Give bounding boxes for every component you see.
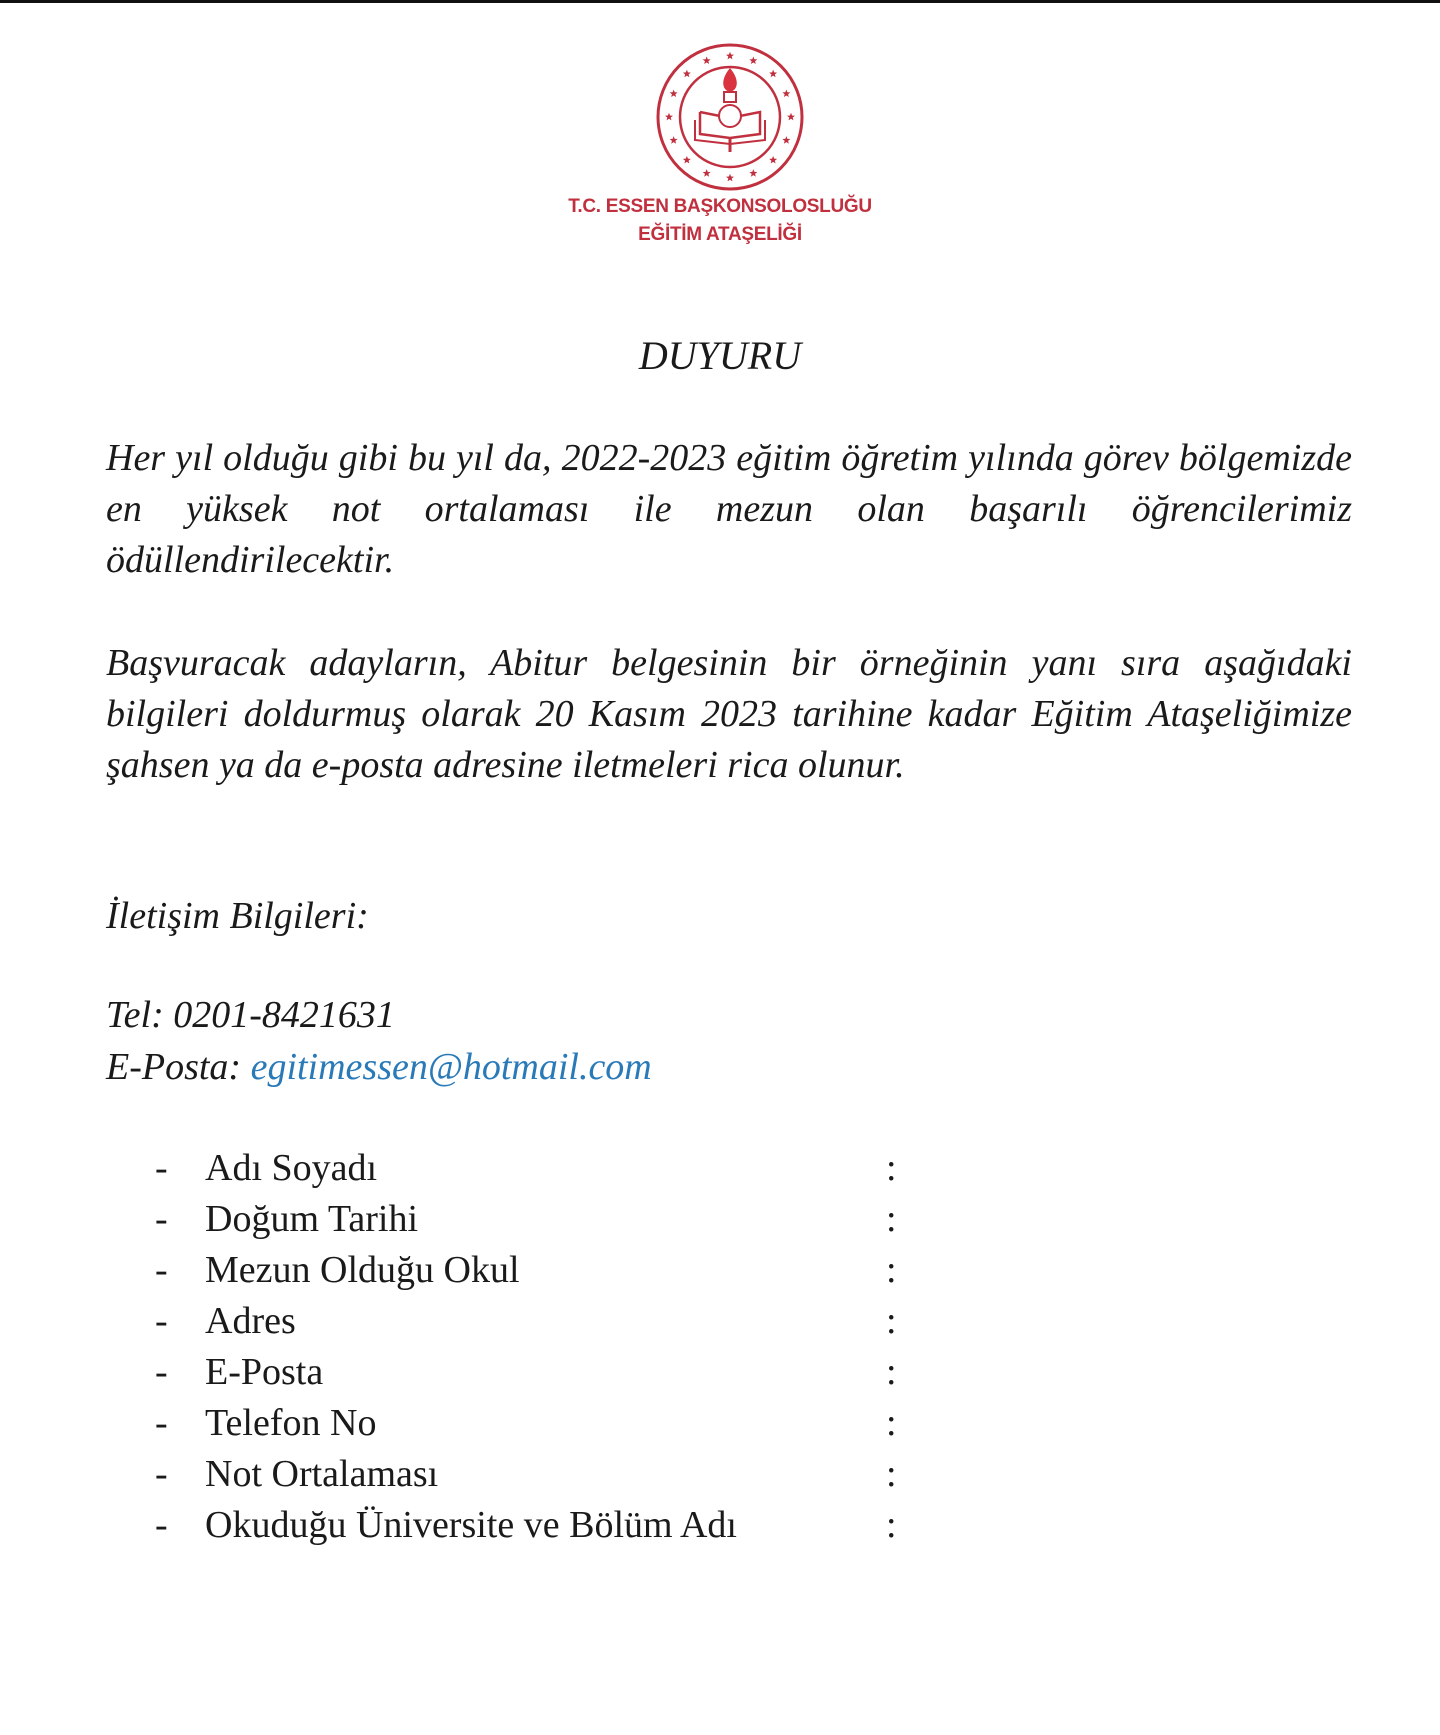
field-colon: : — [886, 1504, 897, 1546]
field-label: Not Ortalaması — [205, 1453, 439, 1495]
contact-phone — [106, 990, 395, 1041]
phone-value: 0201-8421631 — [173, 994, 395, 1036]
paragraph-application: Başvuracak adayların, Abitur belgesinin bir örneğinin yanı sıra aşağıdaki bilgileri doldurmuş olarak 20 Kasım 2023 tarihine kadar Eğitim Ataşeliğimize şahsen ya da e-posta adresine iletmeleri rica olunur. — [106, 642, 1352, 786]
field-colon: : — [886, 1249, 897, 1291]
field-colon: : — [886, 1402, 897, 1444]
star-icon — [782, 136, 790, 144]
star-icon — [683, 156, 691, 164]
star-icon — [782, 89, 790, 97]
list-item — [0, 1500, 1000, 1551]
org-department: EĞİTİM ATAŞELİĞİ — [638, 224, 802, 245]
list-dash: - — [155, 1147, 168, 1189]
contact-heading: İletişim Bilgileri: — [106, 895, 369, 937]
list-item — [0, 1449, 1000, 1500]
list-item — [0, 1347, 1000, 1398]
field-colon: : — [886, 1198, 897, 1240]
star-icon — [787, 113, 795, 121]
field-label: Okuduğu Üniversite ve Bölüm Adı — [205, 1504, 737, 1546]
star-icon — [726, 174, 734, 182]
list-item — [0, 1143, 1000, 1194]
document-title: DUYURU — [638, 333, 802, 378]
star-icon — [703, 56, 711, 64]
list-item — [0, 1194, 1000, 1245]
field-label: Doğum Tarihi — [205, 1198, 419, 1240]
contact-email — [106, 1042, 652, 1093]
star-icon — [726, 52, 734, 60]
form-field-list — [0, 1143, 1000, 1551]
star-icon — [769, 70, 777, 78]
org-name: T.C. ESSEN BAŞKONSOLOSLUĞU — [568, 196, 872, 217]
field-colon: : — [886, 1300, 897, 1342]
paragraph-announcement: Her yıl olduğu gibi bu yıl da, 2022-2023 eğitim öğretim yılında görev bölgemizde en yüksek not ortalaması ile mezun olan başarılı öğrencilerimiz ödüllendirilecektir. — [106, 437, 1352, 581]
field-label: Telefon No — [205, 1402, 377, 1444]
list-dash: - — [155, 1504, 168, 1546]
star-icon — [670, 89, 678, 97]
email-link[interactable]: egitimessen@hotmail.com — [250, 1046, 652, 1088]
list-dash: - — [155, 1402, 168, 1444]
field-colon: : — [886, 1351, 897, 1393]
field-colon: : — [886, 1453, 897, 1495]
field-colon: : — [886, 1147, 897, 1189]
ministry-seal-logo-icon — [650, 40, 810, 200]
list-item — [0, 1245, 1000, 1296]
top-border — [0, 0, 1440, 3]
field-label: Adres — [205, 1300, 296, 1342]
phone-label: Tel: — [106, 994, 164, 1036]
field-label: E-Posta — [205, 1351, 324, 1393]
list-dash: - — [155, 1249, 168, 1291]
star-icon — [769, 156, 777, 164]
star-icon — [683, 70, 691, 78]
field-label: Mezun Olduğu Okul — [205, 1249, 520, 1291]
list-dash: - — [155, 1453, 168, 1495]
star-icon — [670, 136, 678, 144]
star-icon — [665, 113, 673, 121]
list-item — [0, 1398, 1000, 1449]
list-dash: - — [155, 1198, 168, 1240]
list-dash: - — [155, 1351, 168, 1393]
email-label: E-Posta: — [106, 1046, 242, 1088]
star-icon — [703, 169, 711, 177]
list-dash: - — [155, 1300, 168, 1342]
star-icon — [749, 169, 757, 177]
field-label: Adı Soyadı — [205, 1147, 378, 1189]
list-item — [0, 1296, 1000, 1347]
star-icon — [749, 56, 757, 64]
